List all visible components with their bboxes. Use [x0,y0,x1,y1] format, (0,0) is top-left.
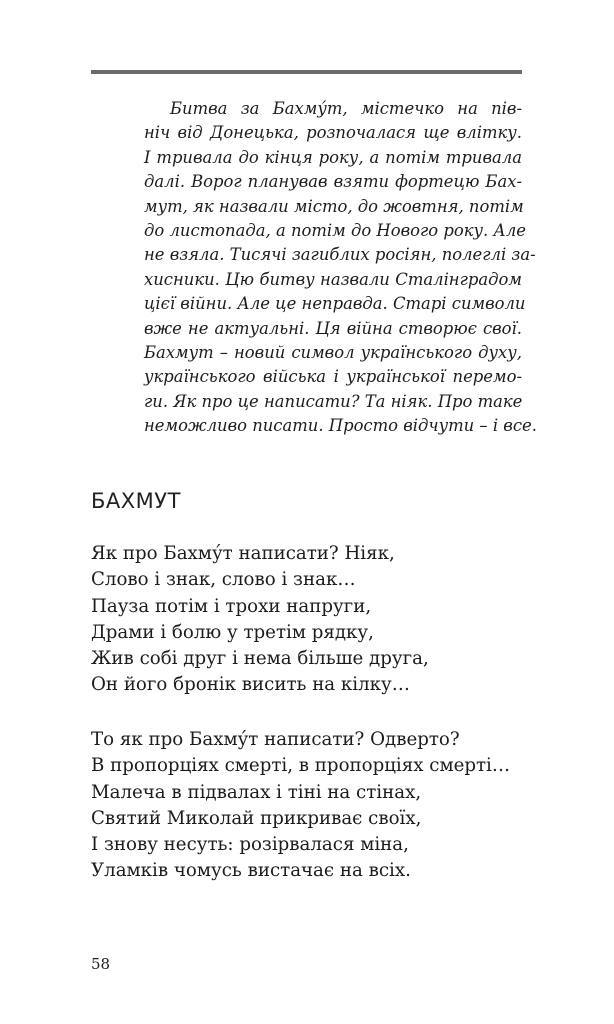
epigraph-line: цієї війни. Але це неправда. Старі символи [144,294,526,314]
epigraph-line: хисники. Цю битву назвали Сталінградом [144,269,522,289]
poem-line: Як про Бахму́т написати? Ніяк, [91,543,395,564]
epigraph-line: українського війська і української перемо- [144,367,522,387]
poem-line: Пауза потім і трохи напруги, [91,595,372,617]
poem-stanza-2 [91,727,510,885]
poem-line: То як про Бахму́т написати? Одверто? [91,729,460,750]
epigraph-line: Битва за Бахму́т, містечко на пів- [170,99,522,118]
poem-line: Уламків чомусь вистачає на всіх. [91,860,411,882]
poem-stanza-1 [91,541,429,699]
epigraph-line: не взяла. Тисячі загиблих росіян, полеглі за- [144,245,536,265]
poem-line: І знову несуть: розірвалася міна, [91,834,409,856]
epigraph-line: до листопада, а потім до Нового року. Але [144,221,526,241]
poem-line: Драми і болю у третім рядку, [91,621,374,643]
poem-line: Святий Миколай прикриває своїх, [91,807,422,829]
epigraph-line: мут, як назвали місто, до жовтня, потім [144,196,524,216]
poem-line: Он його бронік висить на кілку… [91,674,410,696]
epigraph-line: далі. Ворог планував взяти фортецю Бах- [144,172,522,192]
poem-line: Жив собі друг і нема більше друга, [91,648,429,670]
page-number: 58 [91,955,111,973]
epigraph-line: І тривала до кінця року, а потім тривала [144,147,522,167]
epigraph-line: вже не актуальні. Ця війна створює свої. [144,318,522,338]
poem-title: БАХМУТ [91,489,181,513]
poem-line: Малеча в підвалах і тіні на стінах, [91,781,422,803]
epigraph-line: Бахмут – новий символ українського духу, [144,343,522,363]
poem-line: Слово і знак, слово і знак… [91,569,356,591]
epigraph-line: ніч від Донецька, розпочалася ще влітку. [144,123,522,143]
header-rule [91,70,522,74]
poem-line: В пропорціях смерті, в пропорціях смерті… [91,755,511,777]
epigraph-line: неможливо писати. Просто відчути – і все. [144,416,537,436]
epigraph [144,97,537,439]
epigraph-line: ги. Як про це написати? Та ніяк. Про таке [144,391,523,411]
